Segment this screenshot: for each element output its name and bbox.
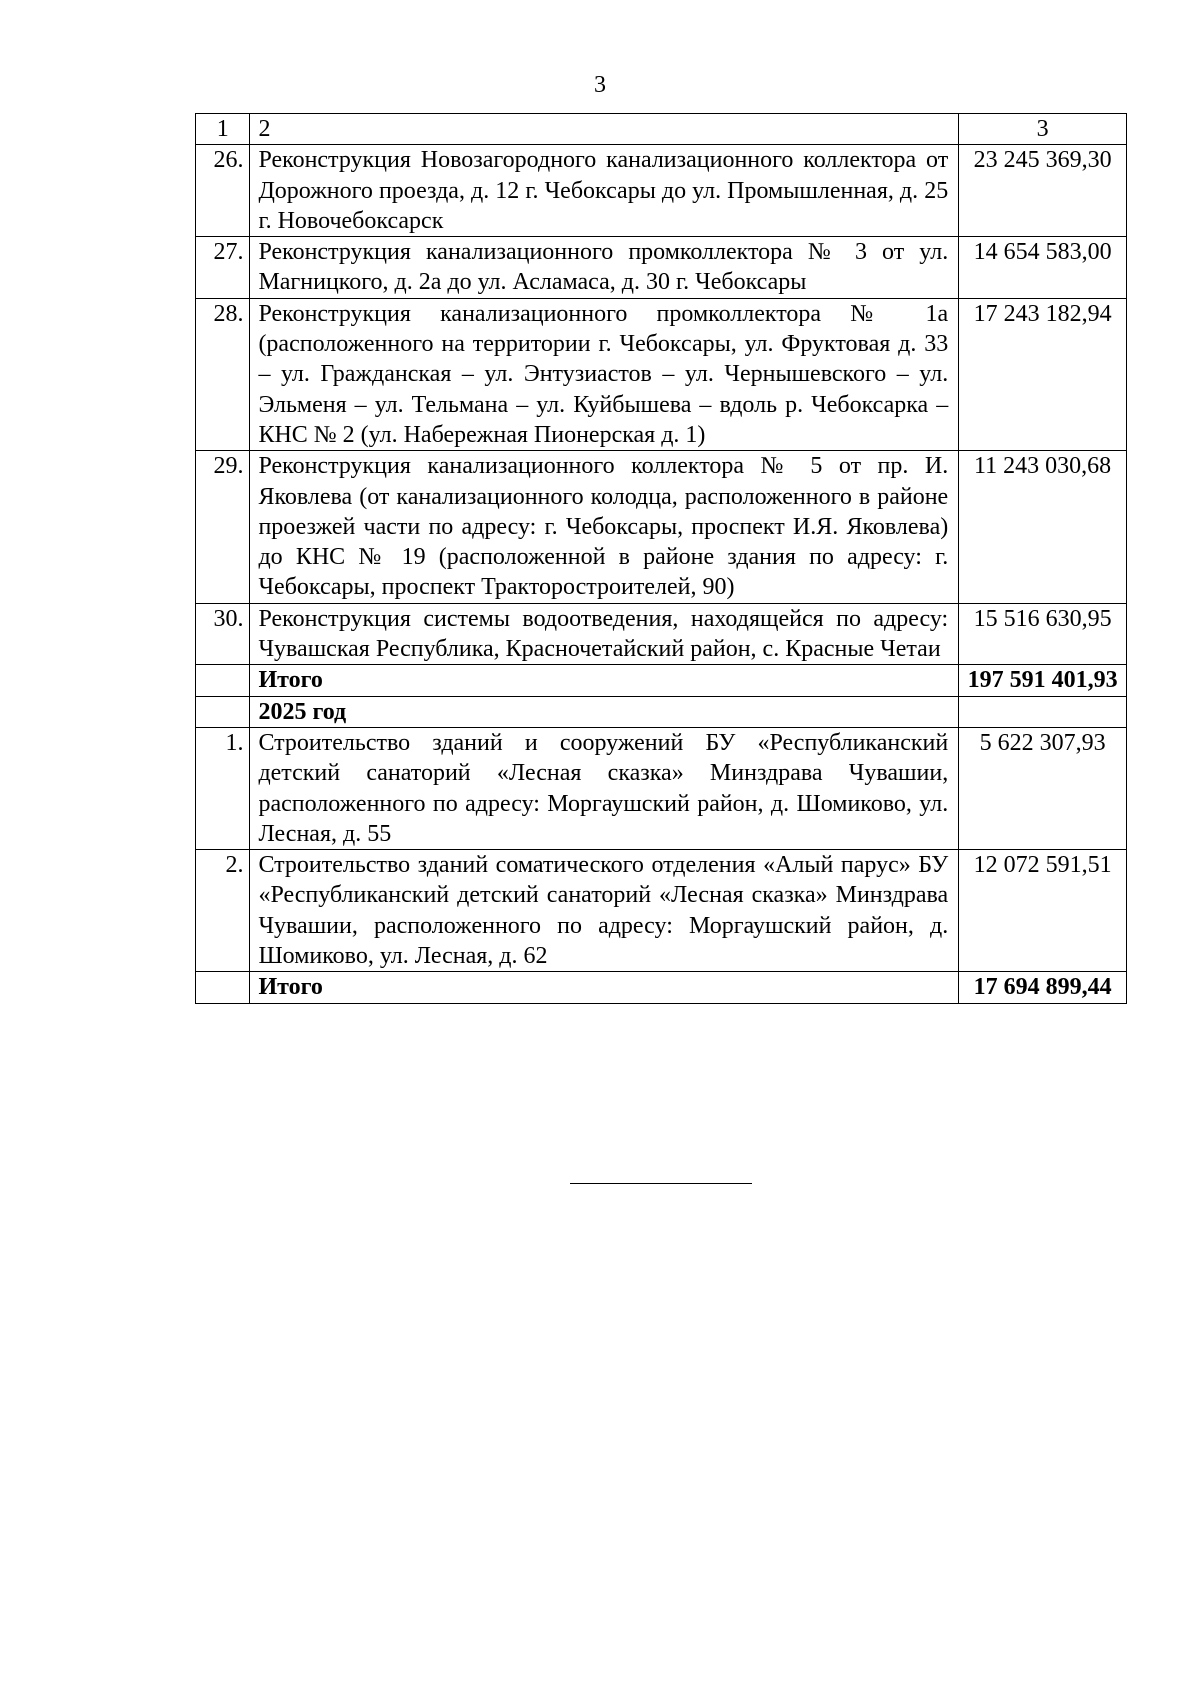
column-header-1: 1 — [196, 114, 250, 145]
row-description: Реконструкция канализационного промколлектора № 3 от ул. Магницкого, д. 2а до ул. Асламаса, д. 30 г. Чебоксары — [250, 237, 959, 299]
table-row — [196, 237, 1127, 299]
table-row — [196, 603, 1127, 665]
row-number: 1. — [196, 727, 250, 849]
row-description: Реконструкция канализационного промколлектора № 1а (расположенного на территории г. Чебоксары, ул. Фруктовая д. 33 – ул. Гражданская – ул. Энтузиастов – ул. Чернышевского – ул. Эльменя – ул. Тельмана – ул. Куйбышева – вдоль р. Чебоксарка – КНС № 2 (ул. Набережная Пионерская д. 1) — [250, 298, 959, 450]
table-row — [196, 451, 1127, 603]
row-amount: 15 516 630,95 — [959, 603, 1127, 665]
column-header-2: 2 — [250, 114, 959, 145]
total-number-cell — [196, 972, 250, 1003]
page-number: 3 — [594, 72, 606, 98]
total-label: Итого — [250, 665, 959, 696]
row-description: Строительство зданий соматического отделения «Алый парус» БУ «Республиканский детский санаторий «Лесная сказка» Минздрава Чувашии, расположенного по адресу: Моргаушский район, д. Шомиково, ул. Лесная, д. 62 — [250, 850, 959, 972]
row-amount: 11 243 030,68 — [959, 451, 1127, 603]
row-amount: 14 654 583,00 — [959, 237, 1127, 299]
table-row — [196, 727, 1127, 849]
total-row — [196, 972, 1127, 1003]
column-header-3: 3 — [959, 114, 1127, 145]
table-row — [196, 850, 1127, 972]
year-number-cell — [196, 696, 250, 727]
row-number: 29. — [196, 451, 250, 603]
row-description: Строительство зданий и сооружений БУ «Республиканский детский санаторий «Лесная сказка» Минздрава Чувашии, расположенного по адресу: Моргаушский район, д. Шомиково, ул. Лесная, д. 55 — [250, 727, 959, 849]
row-number: 26. — [196, 145, 250, 237]
table-row — [196, 145, 1127, 237]
row-description: Реконструкция системы водоотведения, находящейся по адресу: Чувашская Республика, Красночетайский район, с. Красные Четаи — [250, 603, 959, 665]
row-number: 2. — [196, 850, 250, 972]
row-description: Реконструкция Новозагородного канализационного коллектора от Дорожного проезда, д. 12 г. Чебоксары до ул. Промышленная, д. 25 г. Новочебоксарск — [250, 145, 959, 237]
end-separator-line — [570, 1183, 752, 1184]
table-header-row — [196, 114, 1127, 145]
row-amount: 12 072 591,51 — [959, 850, 1127, 972]
row-number: 30. — [196, 603, 250, 665]
year-heading: 2025 год — [250, 696, 959, 727]
table-row — [196, 298, 1127, 450]
row-number: 27. — [196, 237, 250, 299]
row-number: 28. — [196, 298, 250, 450]
year-heading-row — [196, 696, 1127, 727]
total-row — [196, 665, 1127, 696]
total-label: Итого — [250, 972, 959, 1003]
row-amount: 23 245 369,30 — [959, 145, 1127, 237]
total-number-cell — [196, 665, 250, 696]
row-amount: 17 243 182,94 — [959, 298, 1127, 450]
row-description: Реконструкция канализационного коллектора № 5 от пр. И. Яковлева (от канализационного колодца, расположенного в районе проезжей части по адресу: г. Чебоксары, проспект И.Я. Яковлева) до КНС № 19 (расположенной в районе здания по адресу: г. Чебоксары, проспект Тракторостроителей, 90) — [250, 451, 959, 603]
total-amount: 17 694 899,44 — [959, 972, 1127, 1003]
row-amount: 5 622 307,93 — [959, 727, 1127, 849]
year-amount-cell — [959, 696, 1127, 727]
investment-table — [195, 113, 1127, 1004]
total-amount: 197 591 401,93 — [959, 665, 1127, 696]
